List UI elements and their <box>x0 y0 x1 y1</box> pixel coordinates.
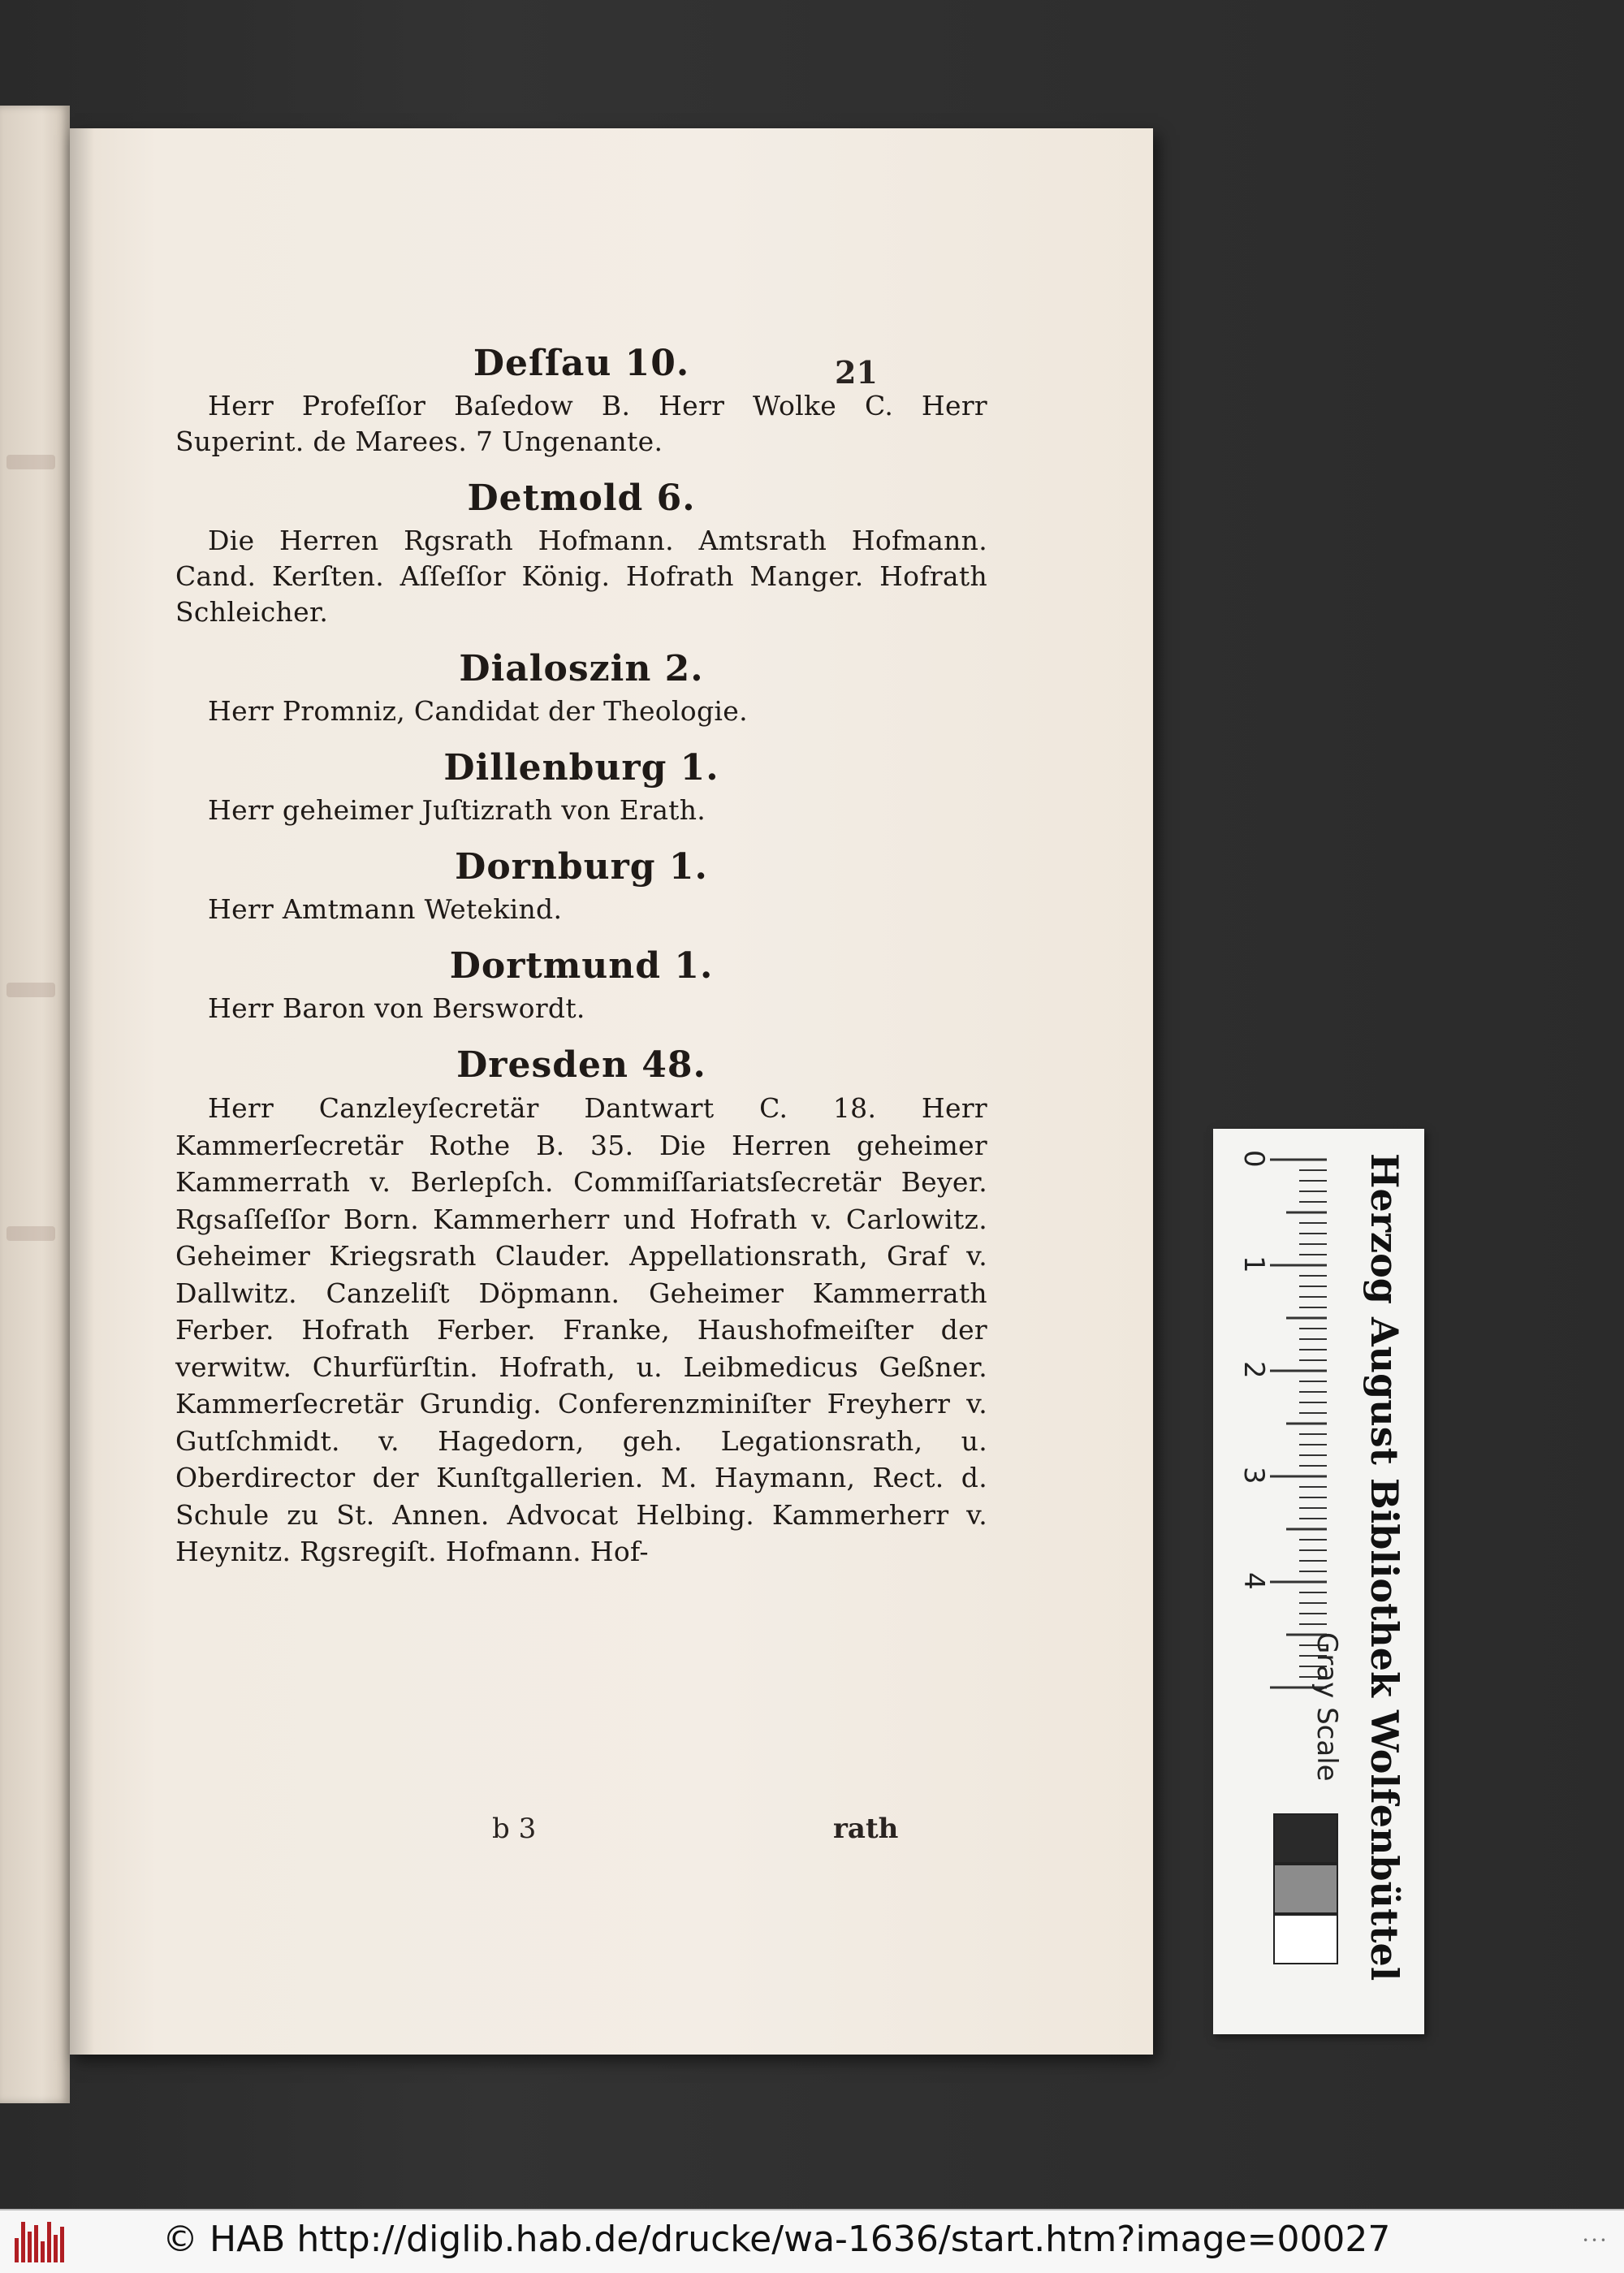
city-heading: Detmold 6. <box>467 478 696 519</box>
entry-text: Herr geheimer Juſtizrath von Erath. <box>208 794 706 826</box>
logo-bar <box>60 2227 64 2262</box>
city-heading: Deſſau 10. <box>473 343 690 384</box>
footer-dots-icon: • • • <box>1583 2235 1606 2246</box>
logo-bar <box>54 2235 58 2262</box>
entry-text: Herr Baron von Berswordt. <box>208 992 585 1024</box>
ghost-text-mark <box>6 455 55 469</box>
entry-text: Herr Profeſſor Baſedow B. Herr Wolke C. Herr Superint. de Marees. 7 Ungenante. <box>175 390 987 457</box>
library-name: Herzog August Bibliothek Wolfenbüttel <box>1363 1153 1406 1981</box>
signature-mark: b 3 <box>492 1813 537 1845</box>
entry-text: Die Herren Rgsrath Hofmann. Amtsrath Hofmann. Cand. Kerſten. Aſſeſſor König. Hofrath Manger. Hofrath Schleicher. <box>175 525 987 628</box>
logo-bar <box>47 2222 51 2262</box>
logo-bar <box>28 2232 32 2262</box>
entry-dillenburg <box>175 744 987 828</box>
ghost-text-mark <box>6 983 55 997</box>
ghost-text-mark <box>6 1226 55 1241</box>
ruler-label: 0 <box>1237 1150 1270 1168</box>
footer-bar <box>0 2209 1624 2273</box>
page-text <box>175 339 987 1585</box>
gray-swatch-mid <box>1273 1864 1338 1914</box>
city-heading: Dresden 48. <box>456 1044 706 1086</box>
previous-page-edge <box>0 106 70 2103</box>
city-heading: Dornburg 1. <box>455 846 708 888</box>
city-heading: Dillenburg 1. <box>443 747 719 789</box>
ruler-label: 3 <box>1237 1467 1270 1484</box>
hab-logo-icon <box>15 2222 67 2262</box>
entry-text: Herr Canzleyſecretär Dantwart C. 18. Herr Kammerſecretär Rothe B. 35. Die Herren geheimer Kammerrath v. Berlepſch. Commiſſariatsſecretär Beyer. Rgsaſſeſſor Born. Kammerherr und Hofrath v. Carlowitz. Geheimer Kriegsrath Clauder. Appellationsrath, Graf v. Dallwitz. Canzeliſt Döpmann. Geheimer Kammerrath Ferber. Hofrath Ferber. Franke, Haushofmeiſter der verwitw. Churfürſtin. Hofrath, u. Leibmedicus Geßner. Kammerſecretär Grundig. Conferenzminiſter Freyherr v. Gutſchmidt. v. Hagedorn, geh. Legationsrath, u. Oberdirector der Kunſtgallerien. M. Haymann, Rect. d. Schule zu St. Annen. Advocat Helbing. Kammerherr v. Heynitz. Rgsregiſt. Hofmann. Hof- <box>175 1092 987 1567</box>
ruler-label: 2 <box>1237 1361 1270 1379</box>
logo-bar <box>41 2241 45 2262</box>
entry-dornburg <box>175 843 987 927</box>
ruler-label: 4 <box>1237 1572 1270 1590</box>
gray-swatch-light <box>1273 1914 1338 1964</box>
gray-scale-card <box>1213 1129 1424 2034</box>
catchword: rath <box>833 1813 899 1845</box>
entry-dialoszin <box>175 645 987 729</box>
entry-detmold <box>175 474 987 630</box>
page-number: 21 <box>835 354 878 391</box>
logo-bar <box>34 2225 38 2262</box>
entry-text: Herr Amtmann Wetekind. <box>208 893 563 925</box>
entry-dessau <box>175 339 987 460</box>
city-heading: Dialoszin 2. <box>459 648 704 689</box>
ruler-label: 1 <box>1237 1255 1270 1273</box>
entry-dresden <box>175 1041 987 1571</box>
entry-dortmund <box>175 942 987 1026</box>
gray-scale-label: Gray Scale <box>1311 1632 1343 1782</box>
city-heading: Dortmund 1. <box>449 945 714 987</box>
book-page <box>70 128 1153 2055</box>
gray-swatch-dark <box>1273 1813 1338 1864</box>
footer-copyright-link[interactable]: © HAB http://diglib.hab.de/drucke/wa-1636/start.htm?image=00027 <box>162 2219 1391 2260</box>
logo-bar <box>15 2238 19 2262</box>
logo-bar <box>21 2222 25 2262</box>
entry-text: Herr Promniz, Candidat der Theologie. <box>208 695 748 727</box>
